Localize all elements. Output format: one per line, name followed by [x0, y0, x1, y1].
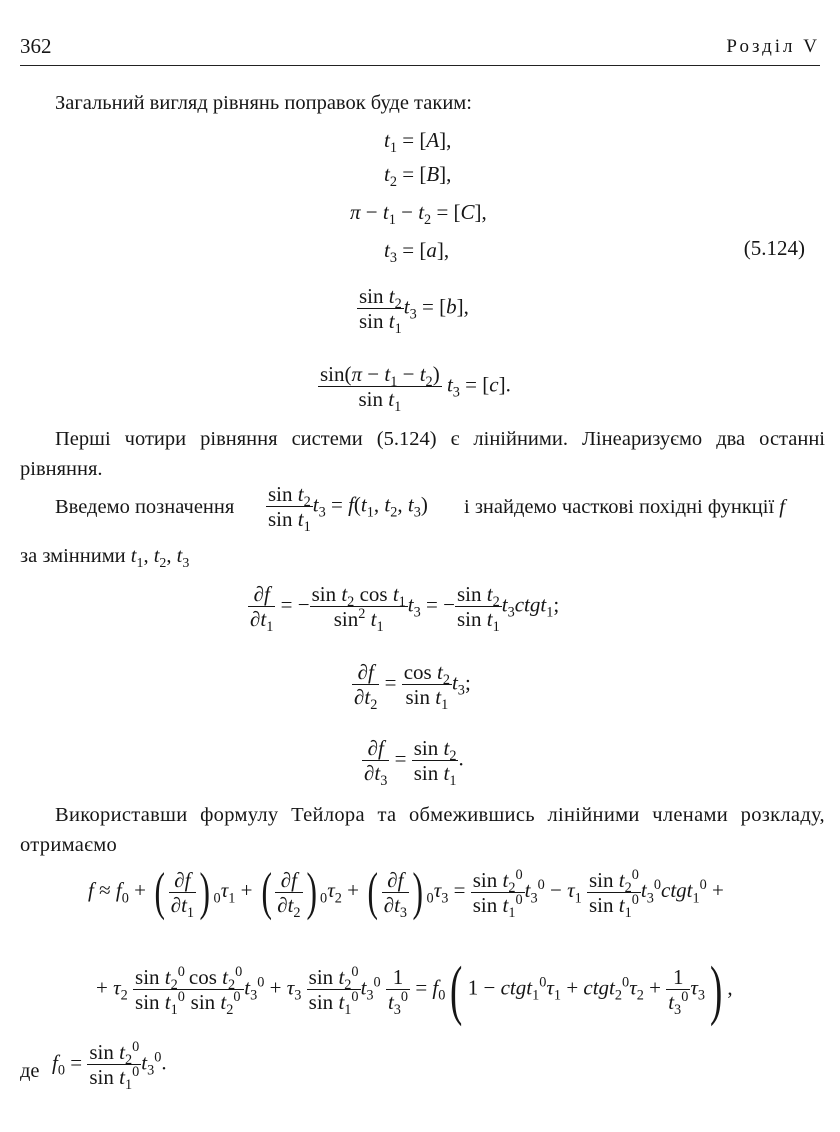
equation-t2: $t_2 = [B]$,	[384, 162, 452, 191]
variables-text: за змінними	[20, 545, 126, 567]
equation-pi: $\pi - t_1 - t_2 = [C]$,	[350, 200, 487, 229]
notation-suffix-text: і знайдемо часткові похідні функції	[464, 496, 775, 518]
section-title: Розділ V	[726, 36, 820, 57]
partial-df-dt1: $\frac{\partial f}{\partial t_1}$ = − $\frac{\sin t_2 \cos t_1}{\sin^2 t_1}$ $t_3$ = − $\frac{\sin t_2}{\sin t_1}$ $t_3ctgt_1$;	[250, 582, 560, 636]
f0-definition: $f_0$ = $\frac{\sin t_2^0}{\sin t_1^0}$ $t_3^0$.	[52, 1039, 167, 1094]
partial-df-dt3: $\frac{\partial f}{\partial t_3}$ = $\frac{\sin t_2}{\sin t_1}$ .	[364, 736, 464, 790]
notation-prefix: Введемо позначення	[55, 496, 235, 518]
linear-note-text: Перші чотири рівняння системи (5.124) є лінійними. Лінеаризуємо два останні рівняння.	[20, 428, 825, 480]
notation-formula: $\frac{\sin t_2}{\sin t_1}$ $t_3 = f(t_1$, $t_2$, $t_3$)	[268, 482, 428, 536]
partial-df-dt2: $\frac{\partial f}{\partial t_2}$ = $\frac{\cos t_2}{\sin t_1}$ $t_3$;	[354, 660, 471, 714]
where-label: де	[20, 1060, 40, 1082]
equation-b: $\frac{\sin t_2}{\sin t_1}$ $t_3 = [b]$,	[359, 284, 469, 338]
taylor-expansion-line2: + $\tau_2$ $\frac{\sin t_2^0}{\sin t_1^0}$ $\frac{\cos t_2^0}{\sin t_2^0}$ $t_3^0 + \tau_3$ $\frac{\sin t_2^0}{\sin t_1^0}$ $t_3^0$ $\frac{1}{t_3^0}$ = $f_0$( $1 - ctgt_1^0\tau_1$ + $ctgt_2^0\tau_2$ + $\frac{1}{t_3^0}$ $\tau_3$) ,	[96, 952, 733, 1027]
notation-suffix	[464, 492, 785, 522]
page-number: 362	[20, 34, 52, 58]
taylor-expansion-line1: $f \approx f_0$ + ( $\frac{\partial f}{\partial t_1}$ ) $_0\tau_1$ + ( $\frac{\partial f}{\partial t_2}$ ) $_0\tau_2$ + ( $\frac{\partial f}{\partial t_3}$ ) $_0\tau_3$ = $\frac{\sin t_2^0}{\sin t_1^0}$ $t_3^0 - \tau_1$ $\frac{\sin t_2^0}{\sin t_1^0}$ $t_3^0ctgt_1^0$ +	[88, 863, 724, 921]
equation-c: $\frac{\sin(\pi - t_1 - t_2)}{\sin t_1}$ $t_3 = [c]$.	[320, 362, 511, 416]
equation-t3: $t_3 = [a]$,	[384, 238, 450, 267]
variables-line: за змінними $t_1$, $t_2$, $t_3$	[20, 545, 190, 572]
function-f: f	[779, 496, 785, 518]
equation-t1: $t_1 = [A]$,	[384, 128, 452, 157]
intro-text: Загальний вигляд рівнянь поправок буде таким:	[55, 92, 472, 114]
header-rule	[20, 65, 820, 66]
equation-number: (5.124)	[743, 236, 805, 260]
taylor-text: Використавши формулу Тейлора та обмежившись лінійними членами розкладу, отримаємо	[20, 804, 825, 856]
